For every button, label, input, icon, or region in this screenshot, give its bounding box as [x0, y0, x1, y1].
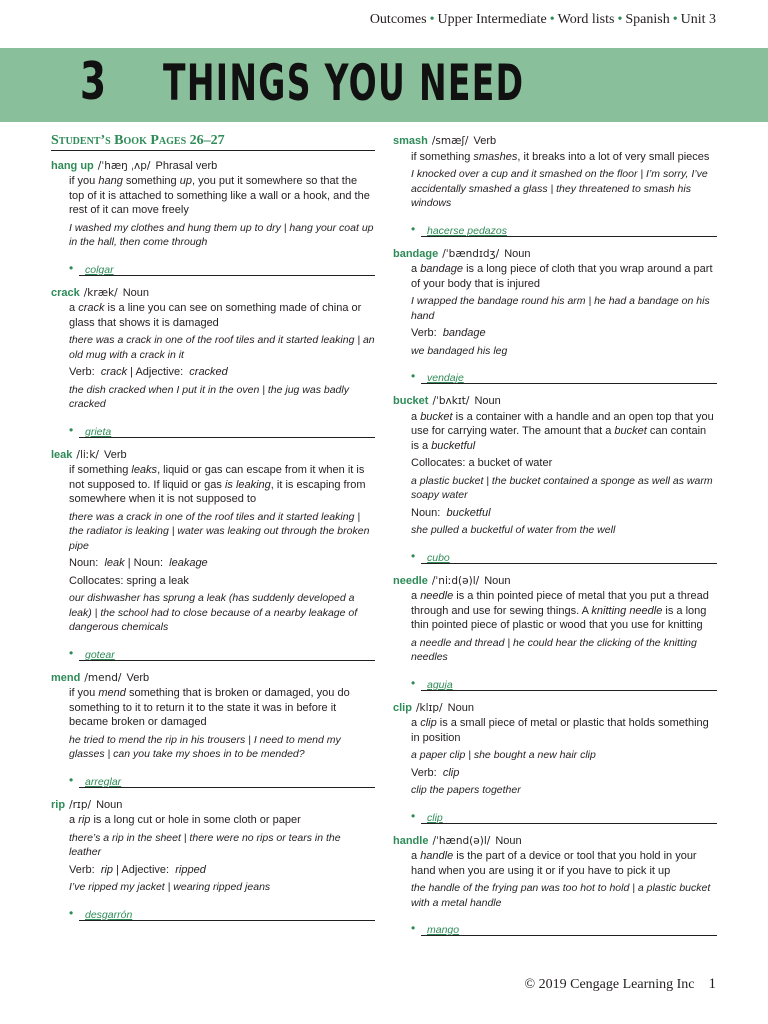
bullet-icon: • — [411, 675, 416, 690]
example: I wrapped the bandage round his arm | he had a bandage on his hand — [411, 295, 710, 322]
part-of-speech: Verb — [126, 671, 150, 684]
pronunciation: /mend/ — [84, 671, 122, 684]
entry-bandage — [393, 247, 717, 386]
pronunciation: /liːk/ — [76, 448, 99, 461]
headword: needle — [393, 574, 428, 587]
translation: • hacerse pedazos — [393, 223, 717, 238]
definition: a bucket is a container with a handle and an open top that you use for carrying water. The amount that a bucket can contain is a bucketful — [411, 410, 714, 452]
headword: clip — [393, 701, 412, 714]
bullet-icon: • — [617, 12, 623, 27]
translation: • desgarrón — [51, 907, 375, 922]
translation: • cubo — [393, 550, 717, 565]
translation: • grieta — [51, 424, 375, 439]
bullet-icon: • — [411, 921, 416, 935]
entry-mend — [51, 671, 375, 789]
right-column — [393, 134, 717, 946]
example: the dish cracked when I put it in the oven | the jug was badly cracked — [69, 383, 349, 410]
bullet-icon: • — [411, 808, 416, 823]
bullet-icon: • — [69, 260, 74, 275]
example: I’ve ripped my jacket | wearing ripped jeans — [69, 881, 271, 893]
headword: hang up — [51, 159, 94, 172]
headword: leak — [51, 448, 73, 461]
pronunciation: /klɪp/ — [415, 701, 443, 714]
definition: if you mend something that is broken or damaged, you do something to it to return it to the state it was in before it became broken or damaged — [69, 687, 350, 728]
part-of-speech: Noun — [495, 834, 522, 847]
breadcrumb-item: Spanish — [625, 12, 670, 27]
definition: if something smashes, it breaks into a lot of very small pieces — [411, 150, 710, 163]
related-forms: Noun: leak | Noun: leakage — [69, 557, 208, 569]
pronunciation: /smæʃ/ — [431, 135, 469, 147]
translation: • gotear — [51, 647, 375, 662]
definition: a bandage is a long piece of cloth that you wrap around a part of your body that is injured — [411, 263, 713, 290]
breadcrumb — [370, 12, 716, 28]
pronunciation: /ˈbændɪdʒ/ — [442, 247, 500, 260]
headword: smash — [393, 135, 428, 147]
page-footer — [524, 976, 716, 993]
example: our dishwasher has sprung a leak (has suddenly developed a leak) | the school had to close because of a nearby leakage of dangerous chemicals — [69, 592, 358, 633]
related-forms: Verb: bandage — [411, 327, 486, 339]
bullet-icon: • — [411, 369, 416, 383]
collocates: Collocates: a bucket of water — [411, 457, 553, 469]
entry-leak — [51, 448, 375, 662]
related-forms: Noun: bucketful — [411, 506, 491, 519]
bullet-icon: • — [69, 772, 74, 787]
example: a plastic bucket | the bucket contained a sponge as well as warm soapy water — [411, 474, 713, 501]
entry-crack — [51, 286, 375, 439]
definition: if you hang something up, you put it somewhere so that the top of it is attached to something like a wall or a hook, and the rest of it can move freely — [69, 175, 370, 216]
example: we bandaged his leg — [411, 344, 508, 357]
translation: • arreglar — [51, 774, 375, 789]
example: a needle and thread | he could hear the clicking of the knitting needles — [411, 636, 697, 663]
copyright: © 2019 Cengage Learning Inc — [524, 977, 695, 992]
example: I washed my clothes and hung them up to dry | hang your coat up in the hall, then come through — [69, 221, 374, 248]
bullet-icon: • — [429, 12, 435, 27]
bullet-icon: • — [549, 12, 555, 27]
unit-banner — [0, 48, 768, 122]
definition: a rip is a long cut or hole in some cloth or paper — [69, 814, 301, 826]
part-of-speech: Noun — [474, 395, 501, 407]
part-of-speech: Verb — [473, 135, 497, 147]
left-column — [51, 134, 375, 931]
unit-title: THINGS YOU NEED — [163, 54, 525, 112]
entry-bucket — [393, 394, 717, 565]
headword: bandage — [393, 247, 439, 260]
example: there was a crack in one of the roof tiles and it started leaking | the radiator is leaking | water was leaking out through the broken pipe — [69, 510, 370, 552]
related-forms: Verb: clip — [411, 766, 460, 779]
bullet-icon: • — [69, 422, 74, 437]
example: there was a crack in one of the roof tiles and it started leaking | an old mug with a crack in it — [69, 334, 375, 361]
pronunciation: /ˈhæŋ ˌʌp/ — [97, 159, 151, 172]
pronunciation: /ˈniːd(ə)l/ — [431, 574, 480, 587]
breadcrumb-item: Upper Intermediate — [437, 12, 547, 27]
definition: a needle is a thin pointed piece of metal that you put a thread through and use for sewing things. A knitting needle is a long thin pointed piece of plastic or wood that you use for knitting — [411, 590, 709, 631]
part-of-speech: Noun — [122, 286, 149, 299]
breadcrumb-item: Outcomes — [369, 12, 427, 27]
definition: a crack is a line you can see on something made of china or glass that shows it is damaged — [69, 302, 362, 329]
headword: handle — [393, 834, 429, 847]
translation: • aguja — [393, 677, 717, 692]
entry-hang-up — [51, 159, 375, 277]
pronunciation: /rɪp/ — [69, 798, 92, 811]
bullet-icon: • — [69, 645, 74, 660]
page-number: 1 — [708, 976, 716, 992]
definition: a clip is a small piece of metal or plastic that holds something in position — [411, 717, 709, 744]
entry-needle — [393, 574, 717, 692]
entry-rip — [51, 798, 375, 922]
section-title: Student’s Book Pages 26–27 — [51, 134, 375, 151]
headword: rip — [51, 798, 66, 811]
bullet-icon: • — [411, 548, 416, 563]
example: she pulled a bucketful of water from the well — [411, 524, 616, 536]
headword: bucket — [393, 395, 429, 407]
translation: • clip — [393, 810, 717, 825]
related-forms: Verb: crack | Adjective: cracked — [69, 366, 228, 378]
related-forms: Verb: rip | Adjective: ripped — [69, 863, 206, 876]
definition: a handle is the part of a device or tool that you hold in your hand when you are using it or if you have to pick it up — [411, 850, 697, 877]
pronunciation: /ˈhænd(ə)l/ — [432, 834, 491, 847]
part-of-speech: Phrasal verb — [155, 159, 218, 172]
part-of-speech: Noun — [484, 574, 511, 587]
example: clip the papers together — [411, 784, 521, 796]
example: there’s a rip in the sheet | there were no rips or tears in the leather — [69, 831, 341, 858]
collocates: Collocates: spring a leak — [69, 574, 189, 587]
headword: mend — [51, 671, 81, 684]
entry-clip — [393, 701, 717, 825]
translation: • mango — [393, 922, 717, 937]
part-of-speech: Noun — [96, 798, 123, 811]
headword: crack — [51, 286, 80, 299]
example: I knocked over a cup and it smashed on the floor | I’m sorry, I’ve accidentally smashed a glass | they threatened to smash his windows — [411, 168, 708, 209]
part-of-speech: Verb — [104, 448, 127, 461]
unit-number: 3 — [80, 52, 107, 112]
example: he tried to mend the rip in his trousers | I need to mend my glasses | can you take my shoes in to be mended? — [69, 733, 341, 760]
pronunciation: /ˈbʌkɪt/ — [432, 395, 470, 407]
example: a paper clip | she bought a new hair clip — [411, 749, 596, 761]
example: the handle of the frying pan was too hot to hold | a plastic bucket with a metal handle — [411, 882, 711, 909]
breadcrumb-item: Unit 3 — [680, 12, 716, 27]
pronunciation: /kræk/ — [83, 286, 118, 299]
part-of-speech: Noun — [504, 247, 531, 260]
entry-handle — [393, 834, 717, 938]
translation: • colgar — [51, 262, 375, 277]
bullet-icon: • — [69, 905, 74, 920]
part-of-speech: Noun — [447, 701, 474, 714]
bullet-icon: • — [672, 12, 678, 27]
translation: • vendaje — [393, 370, 717, 385]
entry-smash — [393, 134, 717, 238]
bullet-icon: • — [411, 221, 416, 236]
definition: if something leaks, liquid or gas can escape from it when it is not supposed to. If liquid or gas is leaking, it is escaping from somewhere when it is not supposed to — [69, 464, 366, 505]
breadcrumb-item: Word lists — [557, 12, 615, 27]
